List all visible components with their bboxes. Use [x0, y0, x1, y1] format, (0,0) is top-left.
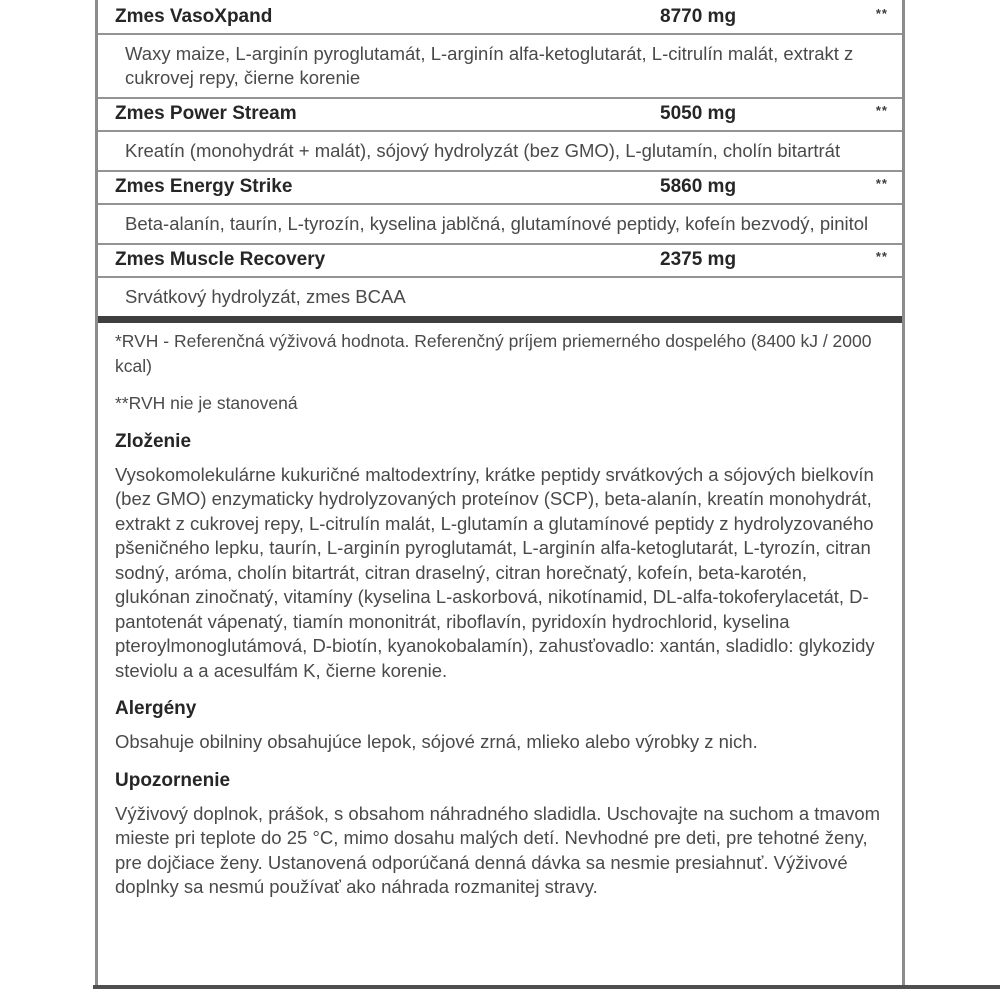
blend-group: [98, 0, 902, 99]
blend-ingredients: Srvátkový hydrolyzát, zmes BCAA: [125, 286, 406, 307]
blend-name: Zmes VasoXpand: [115, 6, 273, 27]
blend-group: [98, 99, 902, 172]
blend-amount: 8770 mg: [660, 6, 737, 27]
blend-name: Zmes Energy Strike: [115, 176, 293, 197]
footnote-rvh-not-set: **RVH nie je stanovená: [115, 393, 298, 413]
blend-ingredients: Waxy maize, L-arginín pyroglutamát, L-arginín alfa-ketoglutarát, L-citrulín malát, extrakt z cukrovej repy, čierne korenie: [98, 35, 902, 99]
section-heading-warning: Upozornenie: [115, 769, 231, 791]
blend-group: [98, 172, 902, 245]
rvh-asterisk-mark: **: [875, 103, 888, 118]
ingredient-blends-table: [98, 0, 902, 323]
table-bottom-rule: [98, 316, 902, 323]
supplement-facts-panel: [95, 0, 905, 988]
table-row: [98, 245, 902, 278]
rvh-asterisk-mark: **: [875, 249, 888, 264]
blend-amount: 5050 mg: [660, 103, 737, 124]
blend-name: Zmes Power Stream: [115, 103, 297, 124]
section-body-composition: Vysokomolekulárne kukuričné maltodextríny, krátke peptidy srvátkových a sójových bielkovín (bez GMO) enzymaticky hydrolyzovaných proteínov (SCP), beta-alanín, kreatín monohydrát, extrakt z cukrovej repy, L-citrulín malát, L-glutamín a glutamínové peptidy z hydrolyzovaného pšeničného lepku, taurín, L-arginín pyroglutamát, L-arginín alfa-ketoglutarát, L-tyrozín, citran sodný, aróma, cholín bitartrát, citran draselný, citran horečnatý, kofeín, beta-karotén, glukónan zinočnatý, vitamíny (kyselina L-askorbová, nikotínamid, DL-alfa-tokoferylacetát, D-pantotenát vápenatý, tiamín mononitrát, riboflavín, pyridoxín hydrochlorid, kyselina pteroylmonoglutámová, D-biotín, kyanokobalamín), zahusťovadlo: xantán, sladidlo: glykozidy steviolu a a acesulfám K, čierne korenie.: [115, 463, 875, 681]
blend-ingredients: Beta-alanín, taurín, L-tyrozín, kyselina jablčná, glutamínové peptidy, kofeín bezvodý, pinitol: [98, 205, 902, 245]
page-bottom-rule: [93, 985, 1000, 989]
rvh-asterisk-mark: **: [875, 6, 888, 21]
section-heading-allergens: Alergény: [115, 698, 197, 719]
section-body-warning: Výživový doplnok, prášok, s obsahom náhradného sladidla. Uschovajte na suchom a tmavom mieste pri teplote do 25 °C, mimo dosahu malých detí. Nevhodné pre deti, pre tehotné ženy, pre dojčiace ženy. Ustanovená odporúčaná denná dávka sa nesmie presiahnuť. Výživové doplnky sa nesmú používať ako náhrada rozmanitej stravy.: [115, 802, 881, 897]
section-body-allergens: Obsahuje obilniny obsahujúce lepok, sójové zrná, mlieko alebo výrobky z nich.: [115, 731, 758, 752]
table-row: [98, 172, 902, 205]
rvh-asterisk-mark: **: [875, 176, 888, 191]
blend-amount: 2375 mg: [660, 249, 737, 270]
footnote-rvh-definition: *RVH - Referenčná výživová hodnota. Referenčný príjem priemerného dospelého (8400 kJ / 2000 kcal): [115, 331, 872, 376]
table-row: [98, 99, 902, 132]
blend-ingredients: Kreatín (monohydrát + malát), sójový hydrolyzát (bez GMO), L-glutamín, cholín bitartrát: [98, 132, 902, 172]
section-heading-composition: Zloženie: [115, 430, 192, 452]
table-row: [98, 0, 902, 35]
blend-name: Zmes Muscle Recovery: [115, 249, 326, 270]
blend-group: [98, 245, 902, 316]
blend-amount: 5860 mg: [660, 176, 737, 197]
